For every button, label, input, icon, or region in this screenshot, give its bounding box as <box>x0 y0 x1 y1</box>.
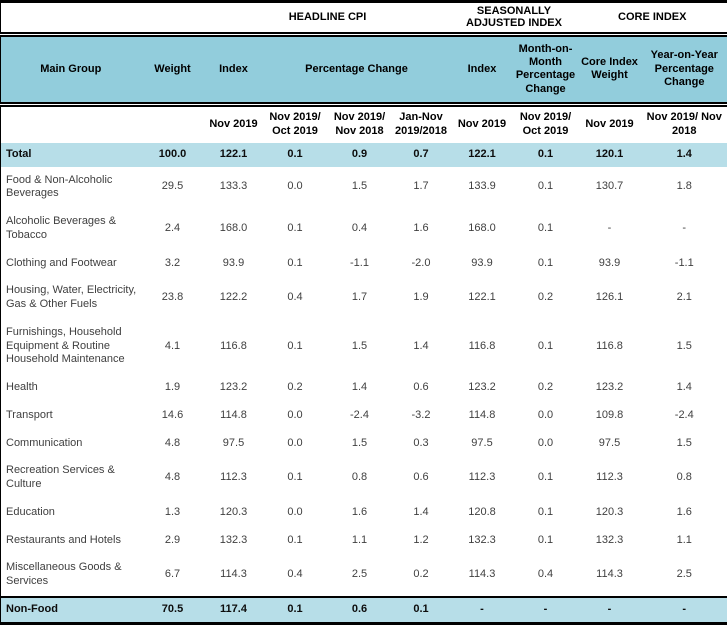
value-cell: 0.1 <box>263 527 328 555</box>
group-header-seasonally-adjusted: SEASONALLY ADJUSTED INDEX <box>451 2 578 35</box>
value-cell: 14.6 <box>141 402 205 430</box>
value-cell: 0.1 <box>263 319 328 374</box>
value-cell: 2.5 <box>328 554 392 597</box>
value-cell: 1.9 <box>141 374 205 402</box>
column-header-sa-index: Index <box>451 34 514 105</box>
value-cell: 100.0 <box>141 143 205 167</box>
value-cell: 2.5 <box>642 554 727 597</box>
value-cell: 93.9 <box>578 250 642 278</box>
period-label: Nov 2019/ Oct 2019 <box>514 105 578 143</box>
value-cell: 0.4 <box>514 554 578 597</box>
value-cell: 120.8 <box>451 499 514 527</box>
value-cell: 1.9 <box>392 277 451 319</box>
value-cell: 1.5 <box>642 319 727 374</box>
value-cell: 112.3 <box>451 457 514 499</box>
value-cell: 1.7 <box>392 167 451 209</box>
value-cell: 1.3 <box>141 499 205 527</box>
value-cell: 0.8 <box>642 457 727 499</box>
group-header-headline-cpi: HEADLINE CPI <box>205 2 451 35</box>
table-row <box>1 554 727 597</box>
period-label: Jan-Nov 2019/2018 <box>392 105 451 143</box>
period-spacer <box>1 105 141 143</box>
column-header-core-yoy: Year-on-Year Percentage Change <box>642 34 727 105</box>
summary-row <box>1 143 727 167</box>
value-cell: 0.1 <box>514 208 578 250</box>
value-cell: -1.1 <box>328 250 392 278</box>
period-label: Nov 2019 <box>451 105 514 143</box>
value-cell: 0.2 <box>263 374 328 402</box>
value-cell: 1.1 <box>642 527 727 555</box>
value-cell: 123.2 <box>205 374 263 402</box>
value-cell: 4.8 <box>141 457 205 499</box>
row-label: Communication <box>1 430 141 458</box>
period-label: Nov 2019/ Oct 2019 <box>263 105 328 143</box>
table-row <box>1 527 727 555</box>
value-cell: 116.8 <box>451 319 514 374</box>
period-header-row <box>1 105 727 143</box>
value-cell: 0.1 <box>392 597 451 623</box>
value-cell: 0.2 <box>514 277 578 319</box>
value-cell: 132.3 <box>578 527 642 555</box>
value-cell: 70.5 <box>141 597 205 623</box>
value-cell: 123.2 <box>451 374 514 402</box>
value-cell: 1.6 <box>328 499 392 527</box>
value-cell: 122.1 <box>451 277 514 319</box>
table-row <box>1 402 727 430</box>
value-cell: 0.1 <box>263 143 328 167</box>
value-cell: -1.1 <box>642 250 727 278</box>
period-spacer <box>141 105 205 143</box>
value-cell: 168.0 <box>451 208 514 250</box>
value-cell: 112.3 <box>578 457 642 499</box>
value-cell: 97.5 <box>451 430 514 458</box>
value-cell: 2.4 <box>141 208 205 250</box>
value-cell: 0.4 <box>263 277 328 319</box>
table-row <box>1 457 727 499</box>
value-cell: 116.8 <box>578 319 642 374</box>
value-cell: 114.8 <box>205 402 263 430</box>
period-label: Nov 2019 <box>578 105 642 143</box>
value-cell: - <box>578 597 642 623</box>
value-cell: 116.8 <box>205 319 263 374</box>
value-cell: 23.8 <box>141 277 205 319</box>
value-cell: 120.3 <box>205 499 263 527</box>
value-cell: 0.1 <box>263 597 328 623</box>
value-cell: 6.7 <box>141 554 205 597</box>
value-cell: 2.1 <box>642 277 727 319</box>
value-cell: 114.3 <box>205 554 263 597</box>
value-cell: 1.5 <box>642 430 727 458</box>
value-cell: 0.3 <box>392 430 451 458</box>
value-cell: 0.0 <box>514 402 578 430</box>
row-label: Education <box>1 499 141 527</box>
value-cell: 0.1 <box>263 250 328 278</box>
value-cell: 0.1 <box>514 319 578 374</box>
row-label: Non-Food <box>1 597 141 623</box>
column-header-row <box>1 34 727 105</box>
column-header-core-weight: Core Index Weight <box>578 34 642 105</box>
value-cell: 130.7 <box>578 167 642 209</box>
value-cell: 122.1 <box>451 143 514 167</box>
value-cell: 0.6 <box>392 374 451 402</box>
value-cell: 133.3 <box>205 167 263 209</box>
column-header-main-group: Main Group <box>1 34 141 105</box>
period-label: Nov 2019 <box>205 105 263 143</box>
table-row <box>1 319 727 374</box>
row-label: Furnishings, Household Equipment & Routine Household Maintenance <box>1 319 141 374</box>
row-label: Miscellaneous Goods & Services <box>1 554 141 597</box>
value-cell: 123.2 <box>578 374 642 402</box>
row-label: Alcoholic Beverages & Tobacco <box>1 208 141 250</box>
value-cell: - <box>514 597 578 623</box>
value-cell: 3.2 <box>141 250 205 278</box>
value-cell: 114.8 <box>451 402 514 430</box>
value-cell: 0.6 <box>328 597 392 623</box>
value-cell: 0.1 <box>514 457 578 499</box>
column-header-percentage-change: Percentage Change <box>263 34 451 105</box>
row-label: Transport <box>1 402 141 430</box>
value-cell: 0.1 <box>263 457 328 499</box>
value-cell: 132.3 <box>451 527 514 555</box>
value-cell: 0.6 <box>392 457 451 499</box>
value-cell: 1.2 <box>392 527 451 555</box>
value-cell: 1.5 <box>328 319 392 374</box>
row-label: Restaurants and Hotels <box>1 527 141 555</box>
value-cell: 97.5 <box>205 430 263 458</box>
value-cell: 0.4 <box>328 208 392 250</box>
table-row <box>1 277 727 319</box>
value-cell: 0.4 <box>263 554 328 597</box>
value-cell: 93.9 <box>205 250 263 278</box>
value-cell: 0.2 <box>514 374 578 402</box>
value-cell: 0.9 <box>328 143 392 167</box>
value-cell: 4.1 <box>141 319 205 374</box>
value-cell: 0.0 <box>263 402 328 430</box>
table-row <box>1 250 727 278</box>
value-cell: 0.0 <box>514 430 578 458</box>
period-label: Nov 2019/ Nov 2018 <box>328 105 392 143</box>
summary-row <box>1 597 727 623</box>
value-cell: 122.2 <box>205 277 263 319</box>
value-cell: 0.0 <box>263 167 328 209</box>
value-cell: 112.3 <box>205 457 263 499</box>
table-row <box>1 208 727 250</box>
value-cell: 132.3 <box>205 527 263 555</box>
value-cell: 1.8 <box>642 167 727 209</box>
value-cell: 1.4 <box>328 374 392 402</box>
value-cell: 93.9 <box>451 250 514 278</box>
value-cell: 0.1 <box>514 167 578 209</box>
value-cell: 0.2 <box>392 554 451 597</box>
row-label: Recreation Services & Culture <box>1 457 141 499</box>
table-row <box>1 430 727 458</box>
value-cell: 120.3 <box>578 499 642 527</box>
group-header-core-index: CORE INDEX <box>578 2 727 35</box>
value-cell: 4.8 <box>141 430 205 458</box>
group-header-row <box>1 2 727 35</box>
value-cell: -2.4 <box>642 402 727 430</box>
value-cell: 0.7 <box>392 143 451 167</box>
value-cell: - <box>642 208 727 250</box>
value-cell: 97.5 <box>578 430 642 458</box>
value-cell: -2.4 <box>328 402 392 430</box>
value-cell: 1.6 <box>642 499 727 527</box>
value-cell: 114.3 <box>451 554 514 597</box>
value-cell: 0.0 <box>263 430 328 458</box>
value-cell: 0.1 <box>514 250 578 278</box>
value-cell: 122.1 <box>205 143 263 167</box>
value-cell: 0.1 <box>514 143 578 167</box>
table-row <box>1 374 727 402</box>
value-cell: -2.0 <box>392 250 451 278</box>
value-cell: 168.0 <box>205 208 263 250</box>
value-cell: 117.4 <box>205 597 263 623</box>
value-cell: 1.4 <box>392 499 451 527</box>
value-cell: 0.0 <box>263 499 328 527</box>
value-cell: 1.5 <box>328 167 392 209</box>
value-cell: 1.6 <box>392 208 451 250</box>
value-cell: - <box>642 597 727 623</box>
column-header-index: Index <box>205 34 263 105</box>
table-row <box>1 499 727 527</box>
row-label: Health <box>1 374 141 402</box>
table-body <box>1 143 727 623</box>
value-cell: -3.2 <box>392 402 451 430</box>
value-cell: 1.1 <box>328 527 392 555</box>
value-cell: 133.9 <box>451 167 514 209</box>
value-cell: 0.8 <box>328 457 392 499</box>
value-cell: 1.7 <box>328 277 392 319</box>
value-cell: 29.5 <box>141 167 205 209</box>
value-cell: 1.4 <box>392 319 451 374</box>
column-header-weight: Weight <box>141 34 205 105</box>
value-cell: 1.5 <box>328 430 392 458</box>
value-cell: 0.1 <box>514 527 578 555</box>
value-cell: 0.1 <box>514 499 578 527</box>
row-label: Housing, Water, Electricity, Gas & Other Fuels <box>1 277 141 319</box>
row-label: Clothing and Footwear <box>1 250 141 278</box>
value-cell: 120.1 <box>578 143 642 167</box>
value-cell: - <box>451 597 514 623</box>
value-cell: 1.4 <box>642 143 727 167</box>
value-cell: 2.9 <box>141 527 205 555</box>
period-label: Nov 2019/ Nov 2018 <box>642 105 727 143</box>
group-header-spacer <box>1 2 205 35</box>
row-label: Food & Non-Alcoholic Beverages <box>1 167 141 209</box>
value-cell: 114.3 <box>578 554 642 597</box>
value-cell: - <box>578 208 642 250</box>
column-header-sa-mom: Month-on-Month Percentage Change <box>514 34 578 105</box>
table-row <box>1 167 727 209</box>
row-label: Total <box>1 143 141 167</box>
value-cell: 1.4 <box>642 374 727 402</box>
value-cell: 0.1 <box>263 208 328 250</box>
value-cell: 109.8 <box>578 402 642 430</box>
value-cell: 126.1 <box>578 277 642 319</box>
